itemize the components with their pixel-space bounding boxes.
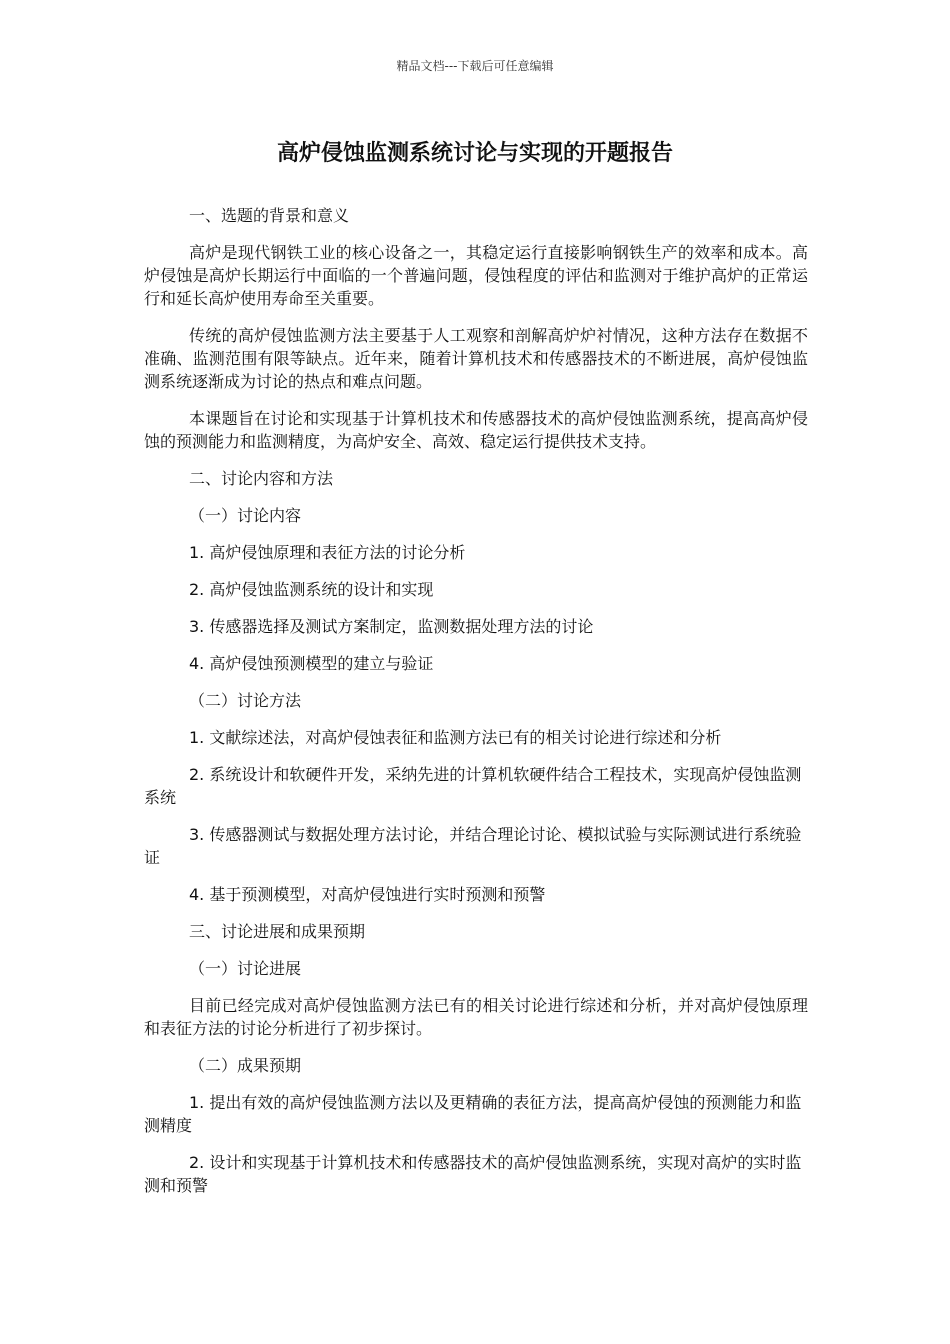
section-heading-content-methods: 二、讨论内容和方法 <box>189 469 334 488</box>
list-item-method: 4. 基于预测模型，对高炉侵蚀进行实时预测和预警 <box>189 885 546 904</box>
list-item-method: 2. 系统设计和软硬件开发，采纳先进的计算机软硬件结合工程技术，实现高炉侵蚀监测系统 <box>144 765 802 807</box>
subheading-content: （一）讨论内容 <box>189 506 302 525</box>
list-item-method: 3. 传感器测试与数据处理方法讨论，并结合理论讨论、模拟试验与实际测试进行系统验证 <box>144 825 802 867</box>
section-heading-progress-results: 三、讨论进展和成果预期 <box>189 922 366 941</box>
list-item-content: 1. 高炉侵蚀原理和表征方法的讨论分析 <box>189 543 466 562</box>
subheading-progress: （一）讨论进展 <box>189 959 302 978</box>
document-title: 高炉侵蚀监测系统讨论与实现的开题报告 <box>276 141 673 166</box>
paragraph-progress: 目前已经完成对高炉侵蚀监测方法已有的相关讨论进行综述和分析，并对高炉侵蚀原理和表征方法的讨论分析进行了初步探讨。 <box>144 996 808 1038</box>
list-item-content: 2. 高炉侵蚀监测系统的设计和实现 <box>189 580 434 599</box>
page-header-note: 精品文档---下载后可任意编辑 <box>396 59 554 73</box>
list-item-content: 3. 传感器选择及测试方案制定，监测数据处理方法的讨论 <box>189 617 594 636</box>
list-item-content: 4. 高炉侵蚀预测模型的建立与验证 <box>189 654 434 673</box>
subheading-expected-results: （二）成果预期 <box>189 1056 302 1075</box>
list-item-method: 1. 文献综述法，对高炉侵蚀表征和监测方法已有的相关讨论进行综述和分析 <box>189 728 722 747</box>
paragraph-background-3: 本课题旨在讨论和实现基于计算机技术和传感器技术的高炉侵蚀监测系统，提高高炉侵蚀的预测能力和监测精度，为高炉安全、高效、稳定运行提供技术支持。 <box>144 409 808 451</box>
document-body <box>144 204 808 1211</box>
paragraph-background-1: 高炉是现代钢铁工业的核心设备之一，其稳定运行直接影响钢铁生产的效率和成本。高炉侵蚀是高炉长期运行中面临的一个普遍问题，侵蚀程度的评估和监测对于维护高炉的正常运行和延长高炉使用寿命至关重要。 <box>144 243 808 308</box>
section-heading-background: 一、选题的背景和意义 <box>189 206 350 225</box>
list-item-result: 2. 设计和实现基于计算机技术和传感器技术的高炉侵蚀监测系统，实现对高炉的实时监测和预警 <box>144 1153 802 1195</box>
subheading-methods: （二）讨论方法 <box>189 691 302 710</box>
list-item-result: 1. 提出有效的高炉侵蚀监测方法以及更精确的表征方法，提高高炉侵蚀的预测能力和监测精度 <box>144 1093 802 1135</box>
paragraph-background-2: 传统的高炉侵蚀监测方法主要基于人工观察和剖解高炉炉衬情况，这种方法存在数据不准确、监测范围有限等缺点。近年来，随着计算机技术和传感器技术的不断进展，高炉侵蚀监测系统逐渐成为讨论的热点和难点问题。 <box>144 326 808 391</box>
